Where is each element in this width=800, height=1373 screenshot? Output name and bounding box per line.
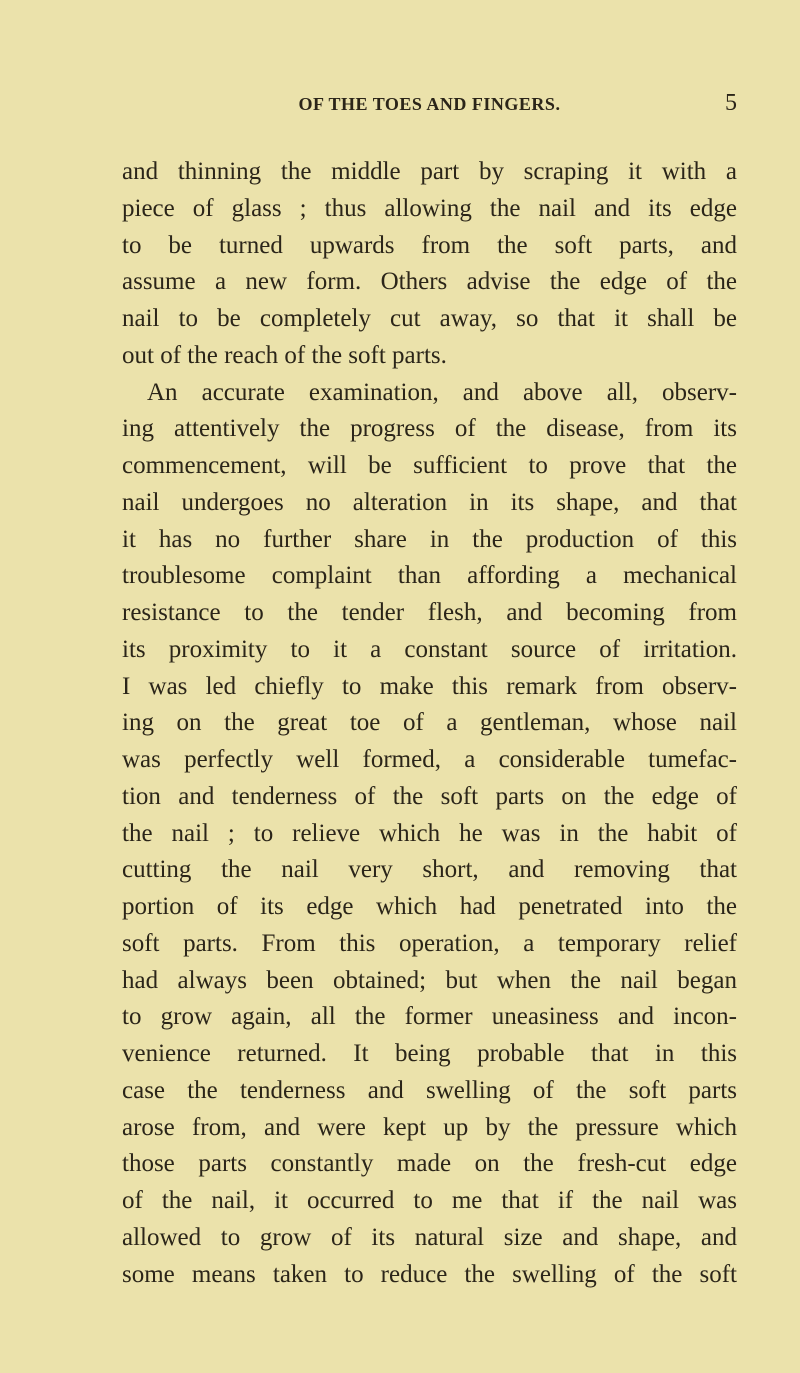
page-number: 5 [725, 90, 737, 116]
text-line: nail to be completely cut away, so that it shall be [122, 305, 737, 332]
text-line: its proximity to it a constant source of irritation. [122, 635, 737, 663]
text-line: of the nail, it occurred to me that if the nail was [122, 1187, 737, 1214]
text-line: out of the reach of the soft parts. [122, 341, 447, 369]
page-header [122, 90, 737, 120]
text-line: those parts constantly made on the fresh-cut edge [122, 1150, 737, 1178]
running-title: OF THE TOES AND FINGERS. [298, 94, 561, 114]
text-line: cutting the nail very short, and removing that [122, 856, 737, 884]
text-line: assume a new form. Others advise the edge of the [122, 268, 737, 296]
text-line: was perfectly well formed, a considerable tumefac- [122, 746, 737, 773]
body-text [122, 154, 737, 1293]
text-line: had always been obtained; but when the nail began [122, 966, 737, 994]
text-line: to be turned upwards from the soft parts, and [122, 231, 737, 259]
text-line: case the tenderness and swelling of the soft parts [122, 1076, 737, 1104]
text-line: ing attentively the progress of the disease, from its [122, 415, 737, 443]
text-line: some means taken to reduce the swelling of the soft [122, 1260, 737, 1288]
text-line: venience returned. It being probable that in this [122, 1040, 737, 1067]
text-line: An accurate examination, and above all, observ- [147, 378, 737, 406]
text-line: commencement, will be sufficient to prove that the [122, 452, 737, 479]
text-line: to grow again, all the former uneasiness and incon- [122, 1003, 737, 1031]
text-line: the nail ; to relieve which he was in the habit of [122, 819, 737, 847]
text-line: arose from, and were kept up by the pressure which [122, 1113, 737, 1141]
text-line: and thinning the middle part by scraping it with a [122, 158, 737, 185]
text-line: portion of its edge which had penetrated into the [122, 893, 737, 920]
text-line: ing on the great toe of a gentleman, whose nail [122, 709, 737, 737]
text-line: I was led chiefly to make this remark from observ- [122, 672, 737, 700]
text-line: piece of glass ; thus allowing the nail and its edge [122, 194, 737, 222]
text-line: allowed to grow of its natural size and shape, and [122, 1223, 737, 1251]
text-line: resistance to the tender flesh, and becoming from [122, 599, 737, 626]
text-line: troublesome complaint than affording a mechanical [122, 562, 737, 590]
text-line: it has no further share in the production of this [122, 525, 737, 553]
text-line: soft parts. From this operation, a temporary relief [122, 929, 737, 957]
text-line: tion and tenderness of the soft parts on the edge of [122, 782, 737, 810]
text-line: nail undergoes no alteration in its shape, and that [122, 488, 737, 516]
